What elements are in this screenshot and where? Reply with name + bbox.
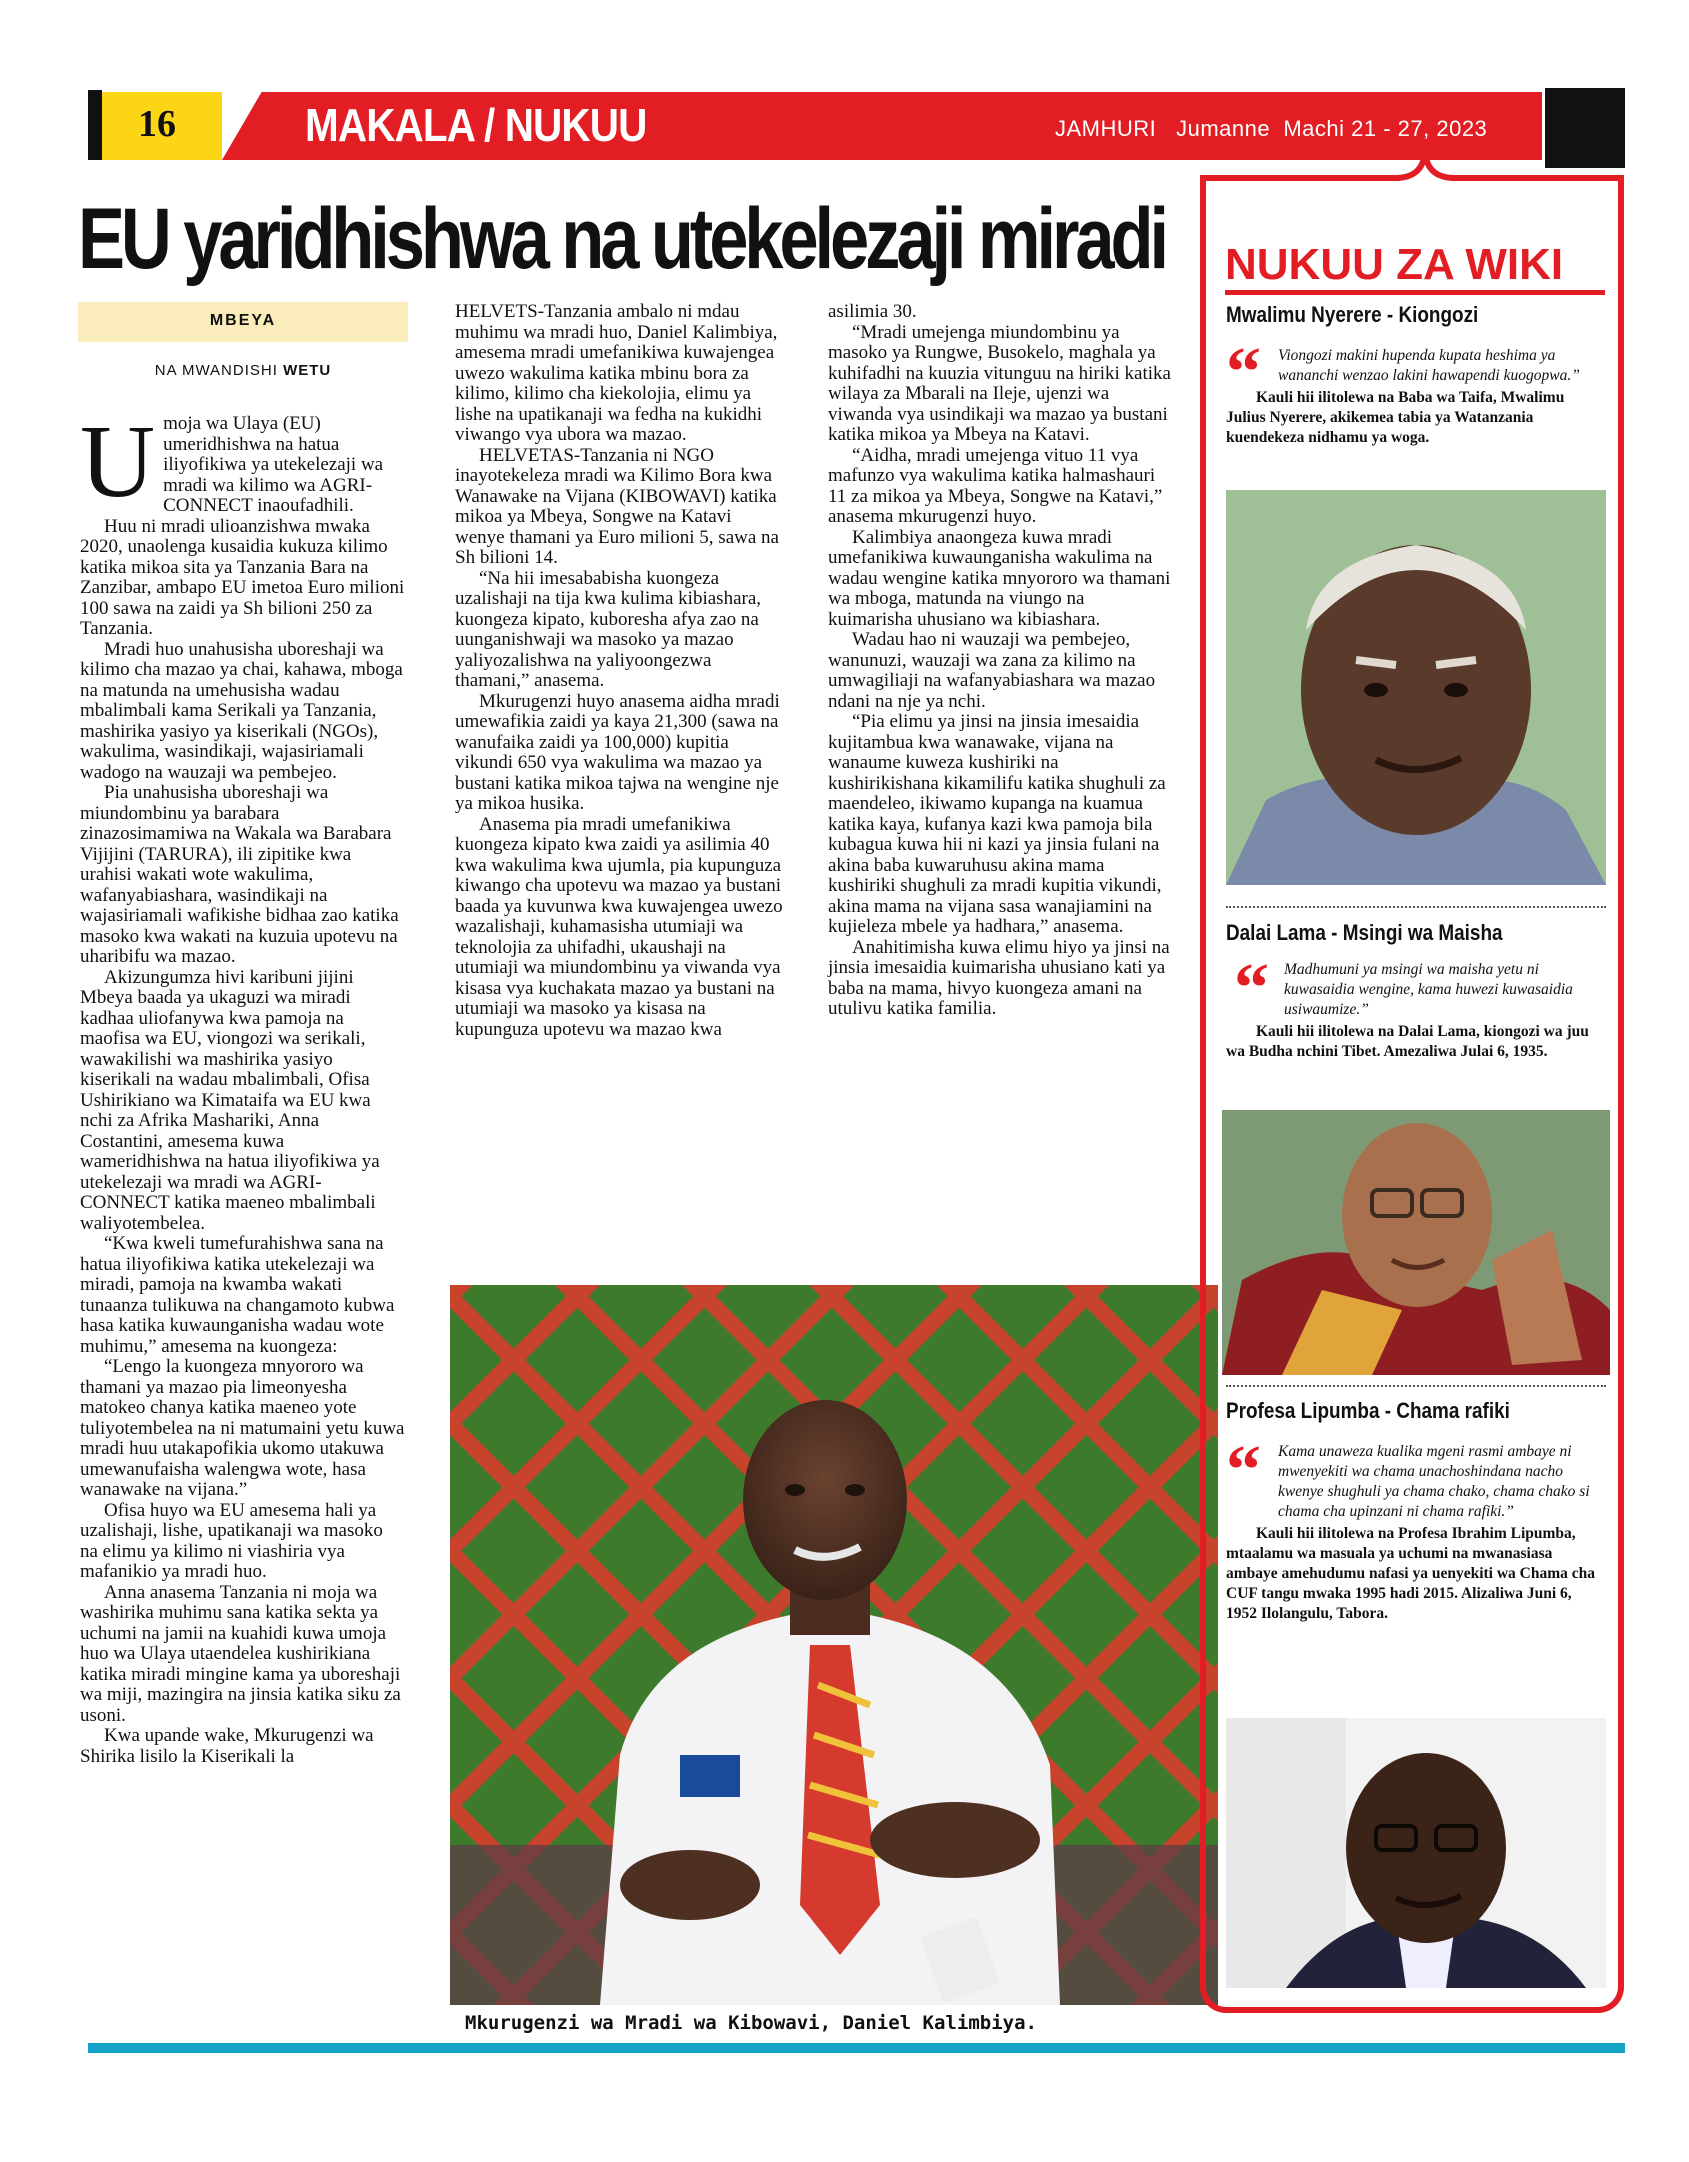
sidebar-top-left — [1200, 175, 1400, 181]
sidebar-title: NUKUU ZA WIKI — [1225, 240, 1564, 289]
article-paragraph: Akizungumza hivi karibuni jijini Mbeya baada ya ukaguzi wa miradi kadhaa uliofanywa kwa pamoja na maofisa wa EU, viongozi wa serikali, wawakilishi wa mashirika yasiyo kiserikali na wadau mbalimbali, Ofisa Ushirikiano wa Kimataifa wa EU kwa nchi za Afrika Mashariki, Anna Costantini, amesema kuwa wameridhishwa na hatua iliyofikiwa ya utekelezaji wa mradi wa AGRI-CONNECT katika maeneo mbalimbali waliyotembelea. — [80, 966, 380, 1234]
location-label: MBEYA — [209, 312, 277, 329]
quote-mark-icon: “ — [1226, 334, 1261, 411]
byline-prefix: NA MWANDISHI — [154, 362, 284, 379]
article-paragraph: Kalimbiya anaongeza kuwa mradi umefanikiwa kuwaunganisha wakulima na wadau wengine katika mnyororo wa thamani wa mboga, matunda na viungo na kuimarisha uhusiano wa kibiashara. — [828, 526, 1171, 630]
quote-text: Madhumuni ya msingi wa maisha yetu ni kuwasaidia wengine, kama huwezi kuwasaidia usiwaumize.” — [1284, 961, 1573, 1018]
article-photo — [450, 1285, 1218, 2005]
portrait-nyerere — [1226, 490, 1606, 885]
drop-cap: U — [80, 404, 156, 519]
header-black-bar-right — [1545, 88, 1625, 168]
article-paragraph: “Pia elimu ya jinsi na jinsia imesaidia kujitambua kwa wanawake, vijana na wanaume kuweza kushiriki na kushirikishana kikamilifu katika shughuli za maendeleo, ikiwamo kupanga na kuamua katika kaya, kufanya kazi kwa pamoja bila kubagua kuwa hii ni kazi ya jinsia fulani na akina baba kuwaruhusu akina mama kushiriki shughuli za mradi kupitia vikundi, akina mama na vijana sasa wanajiamini na kujieleza mbele ya hadhara,” anasema. — [828, 711, 1166, 937]
quote-text: Viongozi makini hupenda kupata heshima ya wananchi wenzao lakini hawapendi kuogopwa.” — [1278, 347, 1580, 384]
portrait-dalai-lama — [1222, 1110, 1610, 1375]
article-paragraph: HELVETS-Tanzania ambalo ni mdau muhimu wa mradi huo, Daniel Kalimbiya, amesema mradi umefanikiwa kuwajengea uwezo wakulima katika mbinu bora za kilimo, kilimo cha kiekolojia, elimu ya lishe na upatikanaji wa fedha na kukidhi viwango vya ubora wa mazao. — [455, 301, 778, 445]
article-paragraph: Kwa upande wake, Mkurugenzi wa Shirika lisilo la Kiserikali la — [80, 1725, 374, 1767]
article-headline: EU yaridhishwa na utekelezaji miradi — [78, 191, 1165, 287]
dateline: JAMHURI Jumanne Machi 21 - 27, 2023 — [1055, 116, 1488, 141]
quote-note: Kauli hii ilitolewa na Baba wa Taifa, Mwalimu Julius Nyerere, akikemea tabia ya Watanzania kuendekeza nidhamu ya woga. — [1226, 389, 1565, 446]
article-paragraph: “Na hii imesababisha kuongeza uzalishaji na tija kwa kulima kibiashara, kuongeza kipato, kuboresha afya zao na uunganishwaji wa masoko ya mazao yaliyozalishwa na yaliyoongezwa thamani,” anasema. — [455, 567, 762, 691]
article-paragraph: Anna anasema Tanzania ni moja wa washirika muhimu sana katika sekta ya uchumi na jamii na kuahidi kuwa umoja huo wa Ulaya utaendelea kushirikiana katika miradi mingine kama ya uboreshaji wa miji, mazingira na jinsia katika siku za usoni. — [80, 1581, 401, 1726]
quote-divider — [1226, 906, 1606, 908]
quote-block — [1226, 346, 1606, 448]
photo-caption: Mkurugenzi wa Mradi wa Kibowavi, Daniel Kalimbiya. — [465, 2012, 1037, 2034]
article-paragraph: Mkurugenzi huyo anasema aidha mradi umewafikia zaidi ya kaya 21,300 (sawa na wanufaika zaidi ya 100,000) kupitia vikundi 650 vya wakulima wa mazao ya bustani katika mikoa tajwa na wengine nje ya mikoa husika. — [455, 690, 780, 814]
article-paragraph: Umoja wa Ulaya (EU) umeridhishwa na hatua iliyofikiwa ya utekelezaji wa mradi wa kilimo wa AGRI-CONNECT inaoufadhili. — [80, 404, 384, 519]
portrait-lipumba — [1226, 1718, 1606, 1988]
article-column-3 — [828, 302, 1173, 1020]
quote-note: Kauli hii ilitolewa na Profesa Ibrahim Lipumba, mtaalamu wa masuala ya uchumi na mwanasiasa ambaye amehudumu nafasi ya uenyekiti wa Chama cha CUF tangu mwaka 1995 hadi 2015. Alizaliwa Juni 6, 1952 Ilolangulu, Tabora. — [1226, 1525, 1596, 1622]
quote-heading: Profesa Lipumba - Chama rafiki — [1226, 1398, 1510, 1423]
quote-heading: Mwalimu Nyerere - Kiongozi — [1226, 302, 1479, 327]
article-paragraph: Ofisa huyo wa EU amesema hali ya uzalishaji, lishe, upatikanaji wa masoko na elimu ya kilimo ni viashiria vya mafanikio ya mradi huo. — [80, 1499, 383, 1582]
article-column-1 — [80, 404, 405, 1767]
article-paragraph: Mradi huo unahusisha uboreshaji wa kilimo cha mazao ya chai, kahawa, mboga na matunda na umehusisha wadau mbalimbali kama Serikali ya Tanzania, mashirika yasiyo ya kiserikali (NGOs), wakulima, wasindikaji, wajasiriamali wadogo na wauzaji wa pembejeo. — [80, 638, 403, 783]
quote-block — [1226, 1442, 1606, 1624]
quote-mark-icon: “ — [1226, 1432, 1261, 1509]
sidebar-title-rule — [1225, 290, 1605, 295]
article-paragraph: “Lengo la kuongeza mnyororo wa thamani ya mazao pia limeonyesha matokeo chanya katika maeneo yote tuliyotembelea na ni matumaini yetu kuwa mradi huu utakapofikia ukomo utakuwa umewanufaisha walengwa wote, hasa wanawake na vijana.” — [80, 1356, 405, 1500]
quote-heading: Dalai Lama - Msingi wa Maisha — [1226, 920, 1503, 945]
quote-mark-icon: “ — [1234, 950, 1269, 1027]
quote-note: Kauli hii ilitolewa na Dalai Lama, kiongozi wa juu wa Budha nchini Tibet. Amezaliwa Julai 6, 1935. — [1226, 1023, 1589, 1060]
article-column-2 — [455, 302, 785, 1040]
article-paragraph: Anahitimisha kuwa elimu hiyo ya jinsi na jinsia imesaidia kuimarisha uhusiano kati ya baba na mama, hivyo kuongeza amani na utulivu katika familia. — [828, 936, 1170, 1019]
section-title: MAKALA / NUKUU — [305, 99, 647, 151]
quote-text: Kama unaweza kualika mgeni rasmi ambaye ni mwenyekiti wa chama unachoshindana nacho kwenye shughuli ya chama chako, chama chako si chama cha upinzani ni chama rafiki.” — [1278, 1443, 1590, 1520]
article-paragraph: HELVETAS-Tanzania ni NGO inayotekeleza mradi wa Kilimo Bora kwa Wanawake na Vijana (KIBOWAVI) katika mikoa ya Mbeya, Songwe na Katavi wenye thamani ya Euro milioni 5, sawa na Sh bilioni 14. — [455, 444, 779, 568]
article-paragraph: “Kwa kweli tumefurahishwa sana na hatua iliyofikiwa katika utekelezaji wa miradi, pamoja na kwamba wakati tunaanza tulikuwa na changamoto kubwa hasa katika kuwaunganisha wadau wote muhimu,” amesema na kuongeza: — [80, 1233, 395, 1357]
page-number: 16 — [138, 103, 176, 145]
article-paragraph: Wadau hao ni wauzaji wa pembejeo, wanunuzi, wauzaji wa zana za kilimo na umwagiliaji na wafanyabiashara wa mazao ndani na nje ya nchi. — [828, 629, 1156, 712]
quote-block — [1226, 960, 1606, 1062]
article-paragraph: “Mradi umejenga miundombinu ya masoko ya Rungwe, Busokelo, maghala ya kuhifadhi na kuuzia vitunguu na hiriki katika wilaya za Mbarali na Ileje, ujenzi wa viwanda vya usindikaji wa mazao ya bustani katika mikoa ya Mbeya na Katavi. — [828, 321, 1171, 445]
article-paragraph: Anasema pia mradi umefanikiwa kuongeza kipato kwa zaidi ya asilimia 40 kwa wakulima kwa ujumla, pia kupunguza kiwango cha upotevu wa mazao ya bustani baada ya kuvunwa kwa kuwajengea uwezo wazalishaji, kuhamasisha utumiaji wa teknolojia za uhifadhi, ukaushaji na utumiaji wa miundombinu ya viwanda vya kisasa vya kuchakata mazao ya bustani na utumiaji wa masoko ya kisasa na kupunguza upotevu wa mazao kwa — [455, 813, 783, 1040]
byline — [78, 362, 408, 379]
byline-name: WETU — [283, 362, 332, 379]
quote-divider — [1226, 1385, 1606, 1387]
header-black-bar-left — [88, 90, 102, 160]
article-paragraph: Pia unahusisha uboreshaji wa miundombinu ya barabara zinazosimamiwa na Wakala wa Barabara Vijijini (TARURA), ili zipitike kwa urahisi wakati wote wakulima, wafanyabiashara, wasindikaji na wajasiriamali wafikishe bidhaa zao katika masoko kwa wakati na kuzuia upotevu na uharibifu wa mazao. — [80, 782, 399, 967]
article-paragraph: “Aidha, mradi umejenga vituo 11 vya mafunzo vya wakulima katika halmashauri 11 za mikoa ya Mbeya, Songwe na Katavi,” anasema mkurugenzi huyo. — [828, 444, 1163, 527]
article-paragraph: asilimia 30. — [828, 301, 917, 322]
sidebar-notch — [1395, 140, 1455, 200]
article-paragraph: Huu ni mradi ulioanzishwa mwaka 2020, unaolenga kusaidia kukuza kilimo katika mikoa sita ya Tanzania Bara na Zanzibar, ambapo EU imetoa Euro milioni 100 sawa na zaidi ya Sh bilioni 250 za Tanzania. — [80, 515, 405, 639]
bottom-rule — [88, 2043, 1625, 2053]
sidebar-top-right — [1450, 175, 1624, 181]
